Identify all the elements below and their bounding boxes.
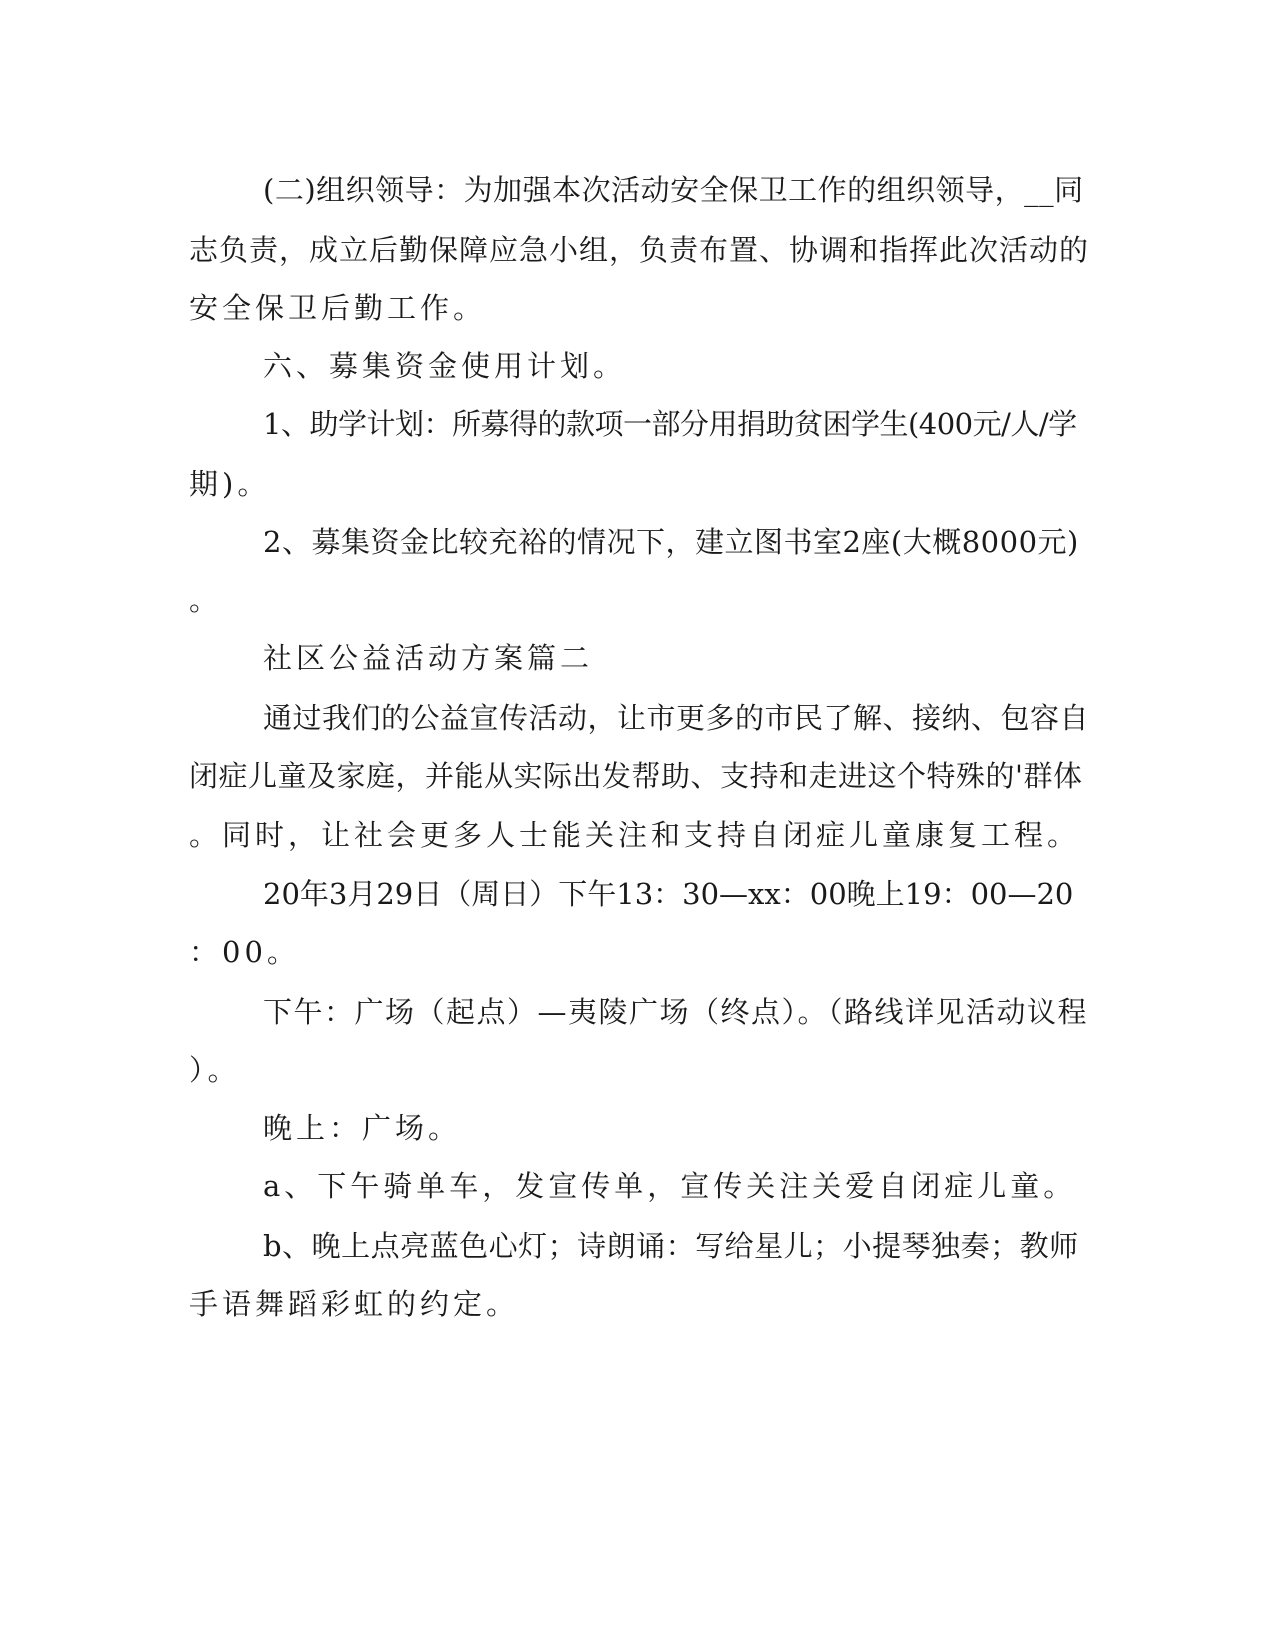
text-line: 志负责，成立后勤保障应急小组，负责布置、协调和指挥此次活动的 [189,233,1090,267]
text-line: 1、助学计划：所募得的款项一部分用捐助贫困学生(400元/人/学 [263,407,1077,441]
text-line: b、晚上点亮蓝色心灯；诗朗诵：写给星儿；小提琴独奏；教师 [263,1229,1079,1263]
text-line: 下午：广场（起点）—夷陵广场（终点）。（路线详见活动议程 [263,995,1089,1029]
text-line: 期)。 [189,467,271,501]
text-line: 晚上：广场。 [263,1111,462,1145]
text-line: 闭症儿童及家庭，并能从实际出发帮助、支持和走进这个特殊的'群体 [189,759,1083,793]
text-line: 手语舞蹈彩虹的约定。 [189,1287,520,1321]
text-line: ：00。 [189,935,300,969]
section-heading: 六、募集资金使用计划。 [263,349,627,383]
text-line: a、下午骑单车，发宣传单，宣传关注关爱自闭症儿童。 [263,1169,1077,1203]
text-line: 2、募集资金比较充裕的情况下，建立图书室2座(大概8000元) [263,525,1079,559]
text-line: (二)组织领导：为加强本次活动安全保卫工作的组织领导，__同 [263,173,1084,207]
text-line: ）。 [189,1053,241,1087]
text-line: 20年3月29日（周日）下午13：30—xx：00晚上19：00—20 [263,877,1074,911]
text-line: 通过我们的公益宣传活动，让市更多的市民了解、接纳、包容自 [263,701,1090,735]
section-heading: 社区公益活动方案篇二 [263,641,594,675]
text-line: 安全保卫后勤工作。 [189,291,487,325]
text-line: 。同时，让社会更多人士能关注和支持自闭症儿童康复工程。 [189,818,1081,852]
text-line: 。 [189,583,223,617]
